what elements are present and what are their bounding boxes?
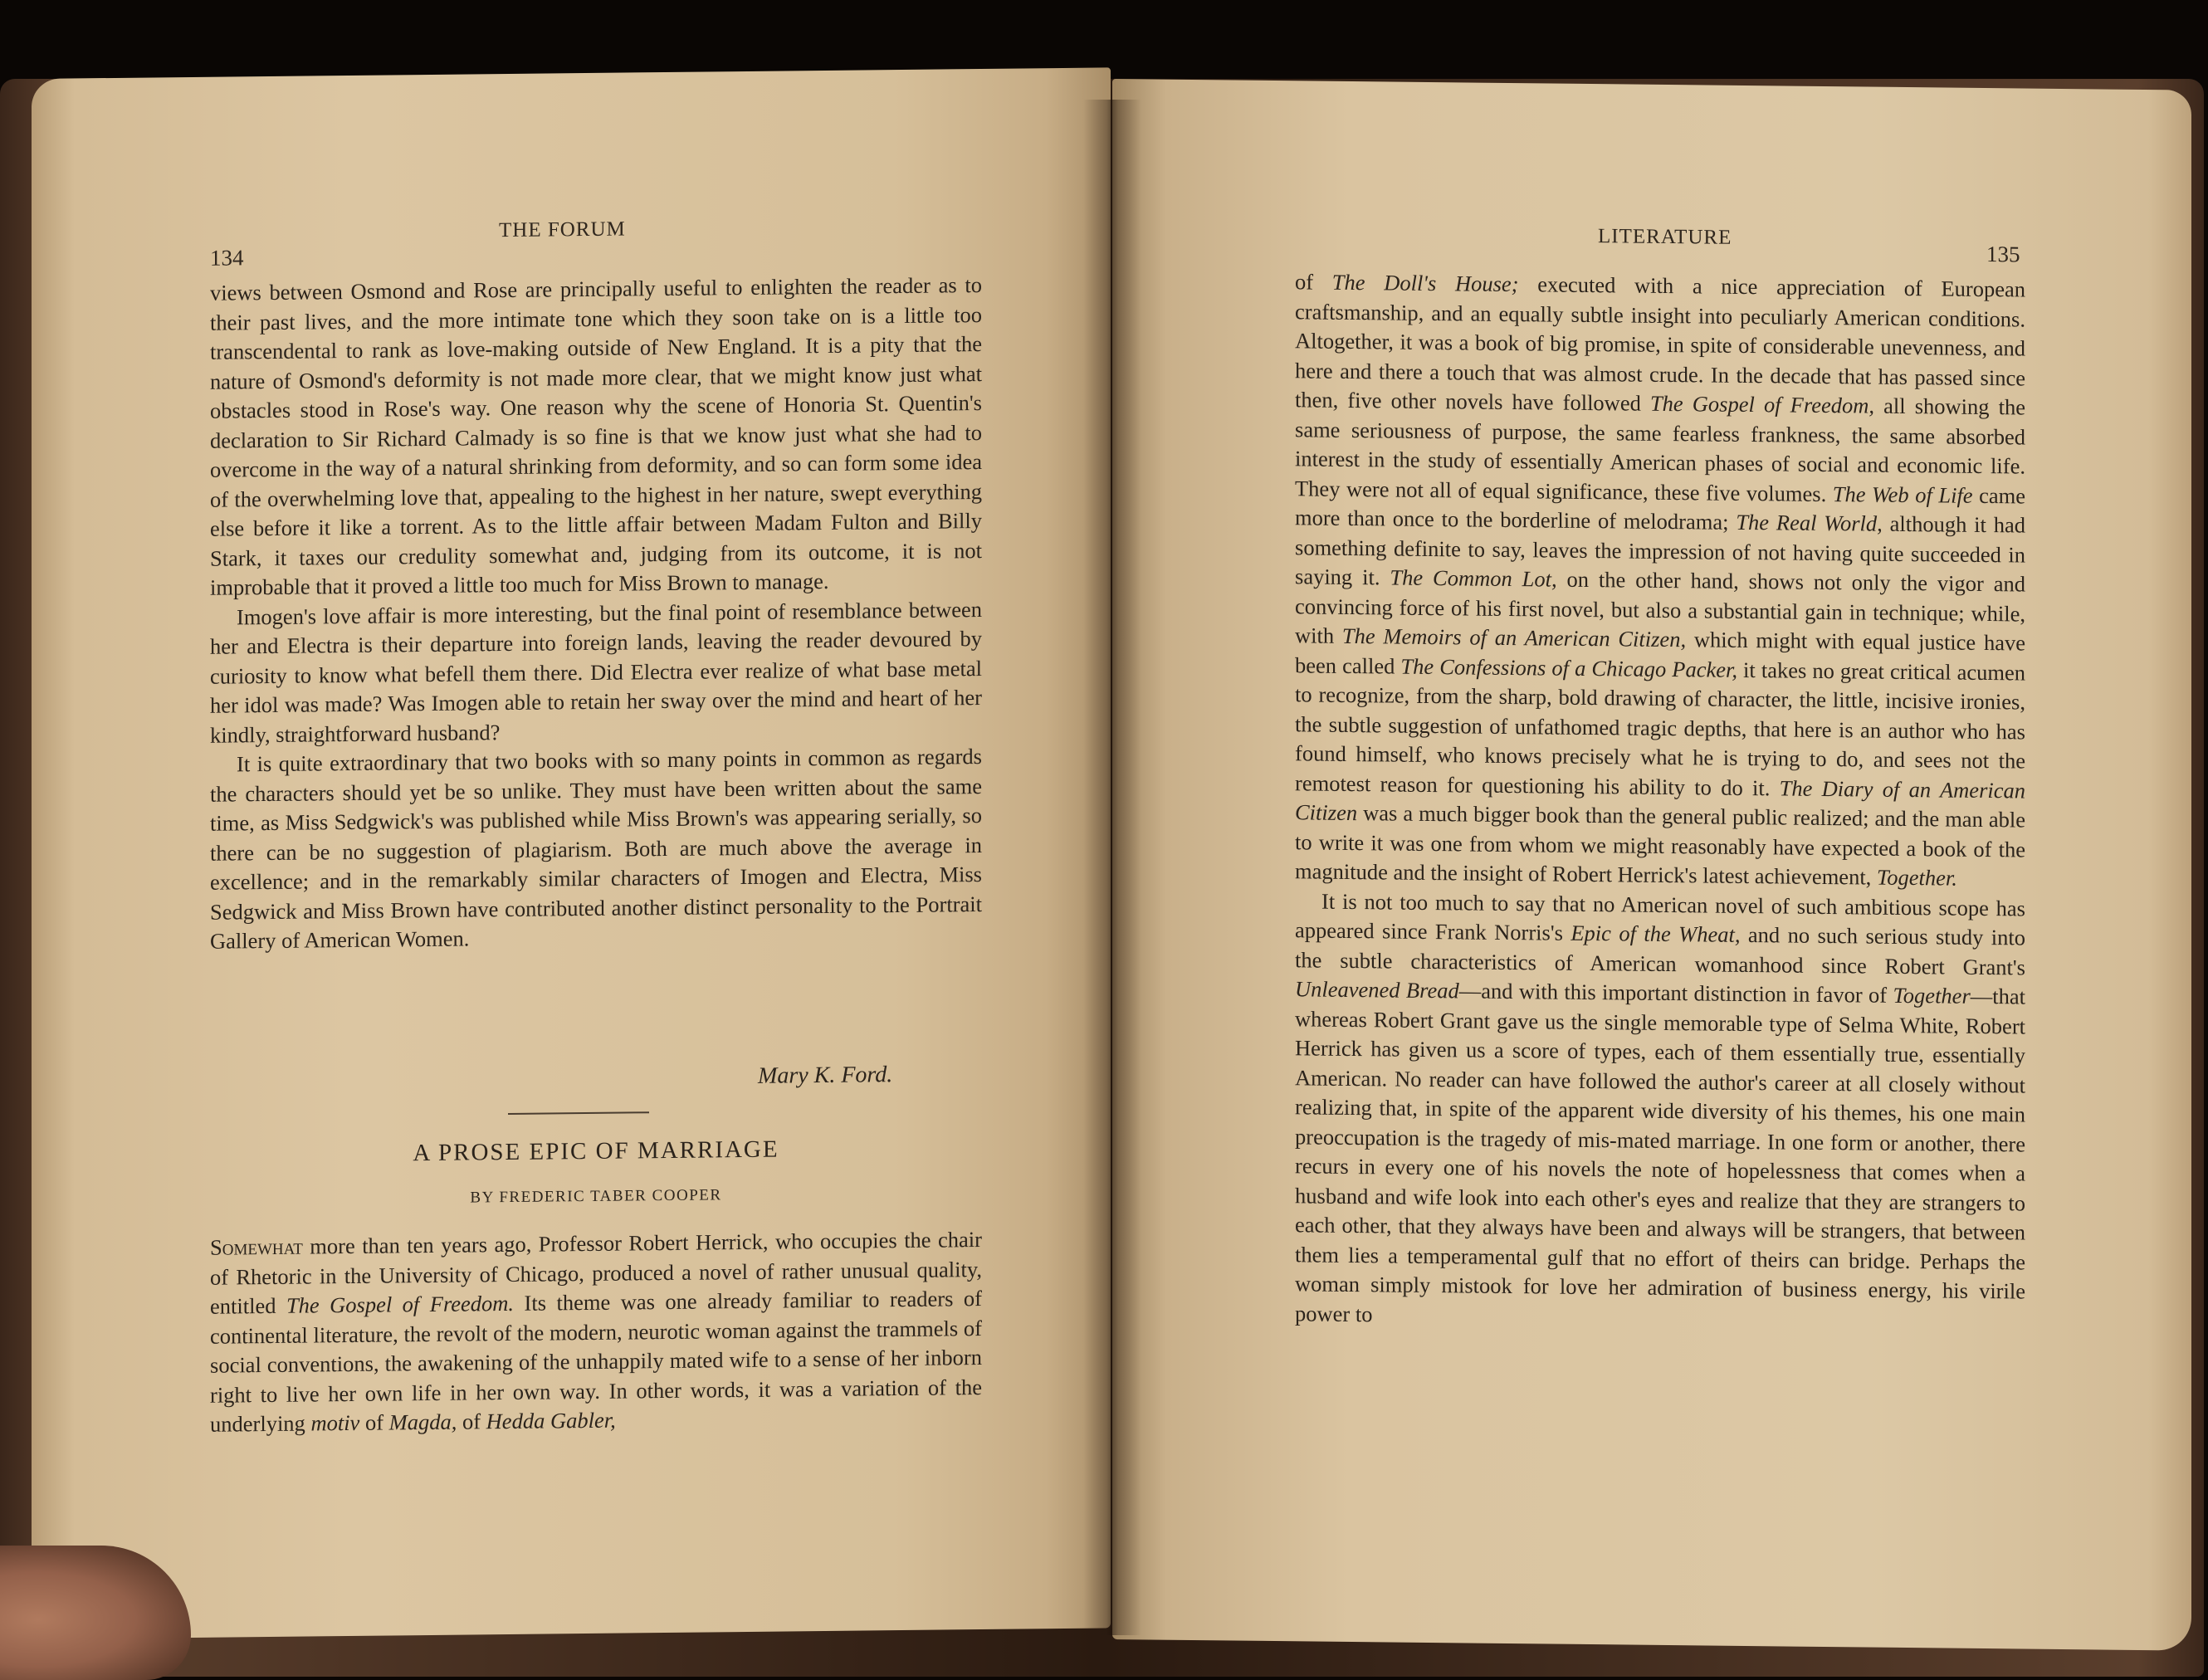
running-head: THE FORUM: [499, 217, 626, 242]
right-page: [1112, 79, 2191, 1651]
left-page: [32, 67, 1111, 1639]
drop-word: Somewhat: [210, 1233, 303, 1260]
page-number: 134: [210, 245, 244, 271]
paragraph: views between Osmond and Rose are principally useful to enlighten the reader as to their past lives, and the more intimate tone which they soon take on is a little too transcendental to rank as love-making outside of New England. It is a pity that the nature of Osmond's deformity is not made more clear, that we might know just what obstacles stood in Rose's way. One reason why the scene of Honoria St. Quentin's declaration to Sir Richard Calmady is so fine is that we know just what she had to overcome in the way of a natural shrinking from deformity, and so can form some idea of the overwhelming love that, appealing to the highest in her nature, swept everything else before it like a torrent. As to the little affair between Madam Fulton and Billy Stark, it taxes our credulity somewhat and, judging from its outcome, it is not improbable that it proved a little too much for Miss Brown to manage.: [210, 272, 982, 600]
signature: Mary K. Ford.: [758, 1062, 893, 1089]
left-body-text: [210, 271, 982, 956]
running-head: LITERATURE: [1598, 225, 1732, 249]
page-number: 135: [1986, 242, 2020, 267]
paragraph: of The Doll's House; executed with a nice appreciation of European craftsmanship, and an equally subtle insight into peculiarly American conditions. Altogether, it was a book of big promise, in spite of considerable unevenness, and here and there a touch that was almost crude. In the decade that has passed since then, five other novels have followed The Gospel of Freedom, all showing the same seriousness of purpose, the same fearless frankness, the same absorbed interest in the study of essentially American phases of social and economic life. They were not all of equal significance, these five volumes. The Web of Life came more than once to the borderline of melodrama; The Real World, although it had something definite to say, leaves the impression of not having quite succeeded in saying it. The Common Lot, on the other hand, shows not only the vigor and convincing force of his first novel, but also a substantial gain in technique; while, with The Memoirs of an American Citizen, which might with equal justice have been called The Confessions of a Chicago Packer, it takes no great critical acumen to recognize, from the sharp, bold drawing of character, the little, incisive ironies, the subtle suggestion of unfathomed tragic depths, that here is an author who has found himself, who knows precisely what he is trying to do, and sees not the remotest reason for questioning his ability to do it. The Diary of an American Citizen was a much bigger book than the general public realized; and the man able to write it was one from whom we might reasonably have expected a book of the magnitude and the insight of Robert Herrick's latest achievement, Together.: [1295, 269, 2026, 891]
paragraph: It is quite extraordinary that two books with so many points in common as regards the characters should yet be so unlike. They must have been written about the same time, as Miss Sedgwick's was published while Miss Brown's was appearing serially, so there can be no suggestion of plagiarism. Both are much above the average in excellence; and in the remarkably similar characters of Imogen and Electra, Miss Sedgwick and Miss Brown have contributed another distinct personality to the Portrait Gallery of American Women.: [210, 744, 982, 954]
right-body-text: [1295, 267, 2025, 1336]
paragraph: It is not too much to say that no American novel of such ambitious scope has appeared since Frank Norris's Epic of the Wheat, and no such serious study into the subtle characteristics of American womanhood since Robert Grant's Unleavened Bread—and with this important distinction in favor of Together—that whereas Robert Grant gave us the single memorable type of Selma White, Robert Herrick has given us a score of types, each of them essentially true, essentially American. No reader can have followed the author's career at all closely without realizing that, in spite of the apparent wide diversity of his themes, his one main preoccupation is the tragedy of mis-mated marriage. In one form or another, there recurs in every one of his novels the note of hopelessness that comes when a husband and wife look into each other's eyes and realize that they are strangers to each other, that they always have been and always will be strangers, that between them lies a temperamental gulf that no effort of theirs can bridge. Perhaps the woman simply mistook for love her admiration of business energy, his virile power to: [1295, 888, 2026, 1326]
article-title: A PROSE EPIC OF MARRIAGE: [413, 1135, 779, 1167]
paragraph: Imogen's love affair is more interesting, but the final point of resemblance between her and Electra is their departure into foreign lands, leaving the reader devoured by curiosity to know what befell them there. Did Electra ever realize of what base metal her idol was made? Was Imogen able to retain her sway over the mind and heart of her kindly, straightforward husband?: [210, 596, 982, 748]
article-byline: BY FREDERIC TABER COOPER: [470, 1186, 722, 1207]
section-divider: [508, 1111, 649, 1115]
article-opening-paragraph: Somewhat more than ten years ago, Professor Robert Herrick, who occupies the chair of Rhetoric in the University of Chicago, produced a novel of rather unusual quality, entitled The Gospel of Freedom. Its theme was one already familiar to readers of continental literature, the revolt of the modern, neurotic woman against the trammels of social conventions, the awakening of the unhappily mated wife to a sense of her inborn right to live her own life in her own way. In other words, it was a variation of the underlying motiv of Magda, of Hedda Gabler,: [210, 1227, 982, 1437]
